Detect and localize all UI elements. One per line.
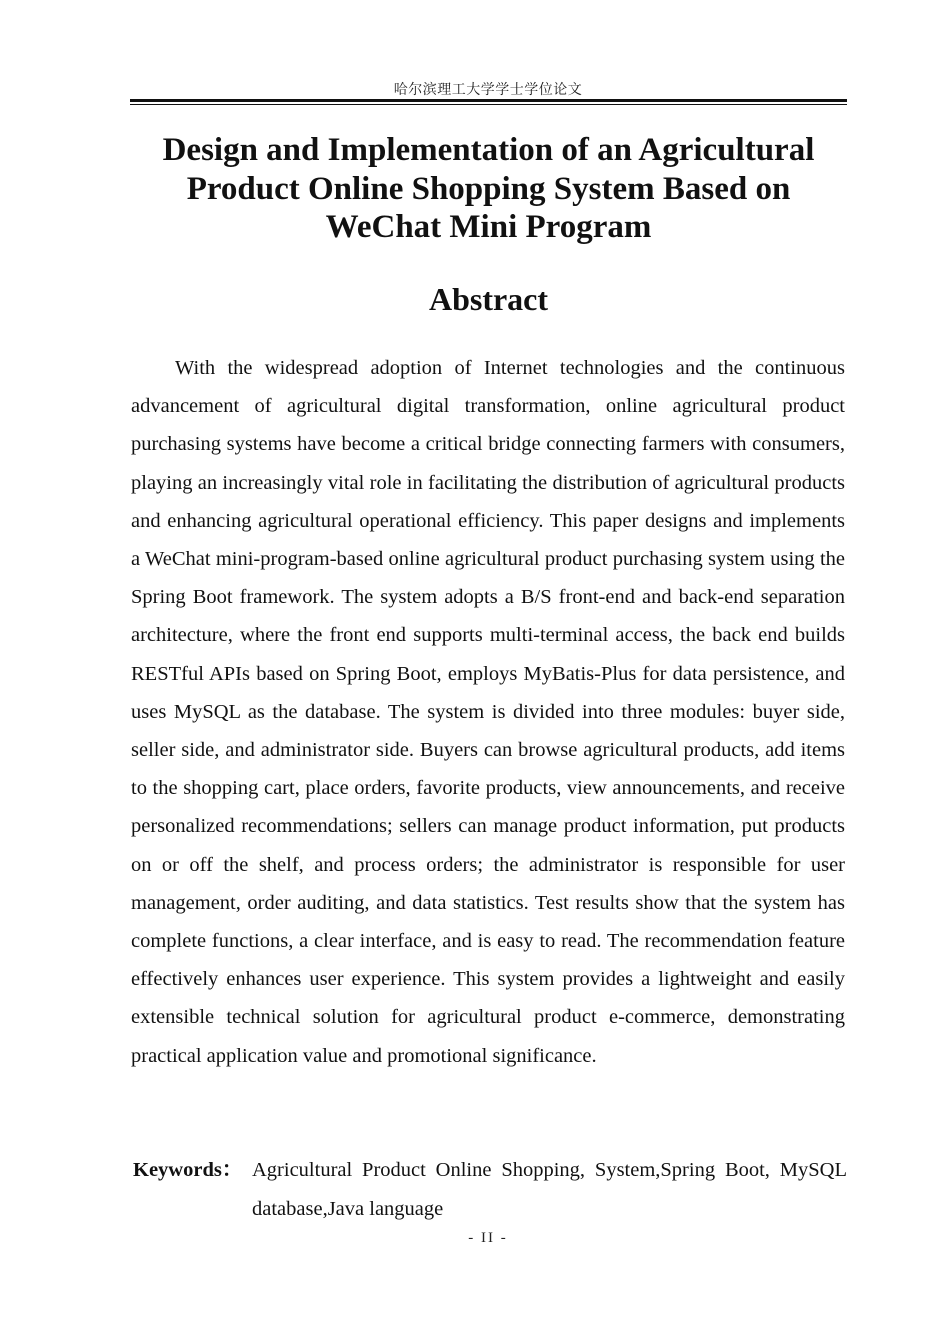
paper-title-line: Product Online Shopping System Based on — [186, 170, 791, 207]
paper-title-line: WeChat Mini Program — [325, 209, 652, 245]
page-number: - II - — [468, 1230, 508, 1246]
running-header: 哈尔滨理工大学学士学位论文 — [393, 82, 583, 98]
keywords-text: Agricultural Product Online Shopping, System,Spring Boot, MySQL database,Java language — [252, 1159, 847, 1220]
keywords-block — [133, 1151, 847, 1228]
header-rule-thin — [130, 104, 847, 105]
abstract-heading: Abstract — [428, 281, 549, 317]
abstract-body: With the widespread adoption of Internet technologies and the continuous advancement of agricultural digital transformation, online agricultural product purchasing systems have become a critical bridge connecting farmers with consumers, playing an increasingly vital role in facilitating the distribution of agricultural products and enhancing agricultural operational efficiency. This paper designs and implements a WeChat mini-program-based online agricultural product purchasing system using the Spring Boot framework. The system adopts a B/S front-end and back-end separation architecture, where the front end supports multi-terminal access, the back end builds RESTful APIs based on Spring Boot, employs MyBatis-Plus for data persistence, and uses MySQL as the database. The system is divided into three modules: buyer side, seller side, and administrator side. Buyers can browse agricultural products, add items to the shopping cart, place orders, favorite products, view announcements, and receive personalized recommendations; sellers can manage product information, put products on or off the shelf, and process orders; the administrator is responsible for user management, order auditing, and data statistics. Test results show that the system has complete functions, a clear interface, and is easy to read. The recommendation feature effectively enhances user experience. This system provides a lightweight and easily extensible technical solution for agricultural product e-commerce, demonstrating practical application value and promotional significance. — [131, 357, 845, 1067]
paper-title — [130, 131, 847, 247]
paper-title-line: Design and Implementation of an Agricultural — [162, 132, 815, 168]
keywords-label: Keywords： — [133, 1159, 243, 1181]
header-rule-thick — [130, 99, 847, 102]
